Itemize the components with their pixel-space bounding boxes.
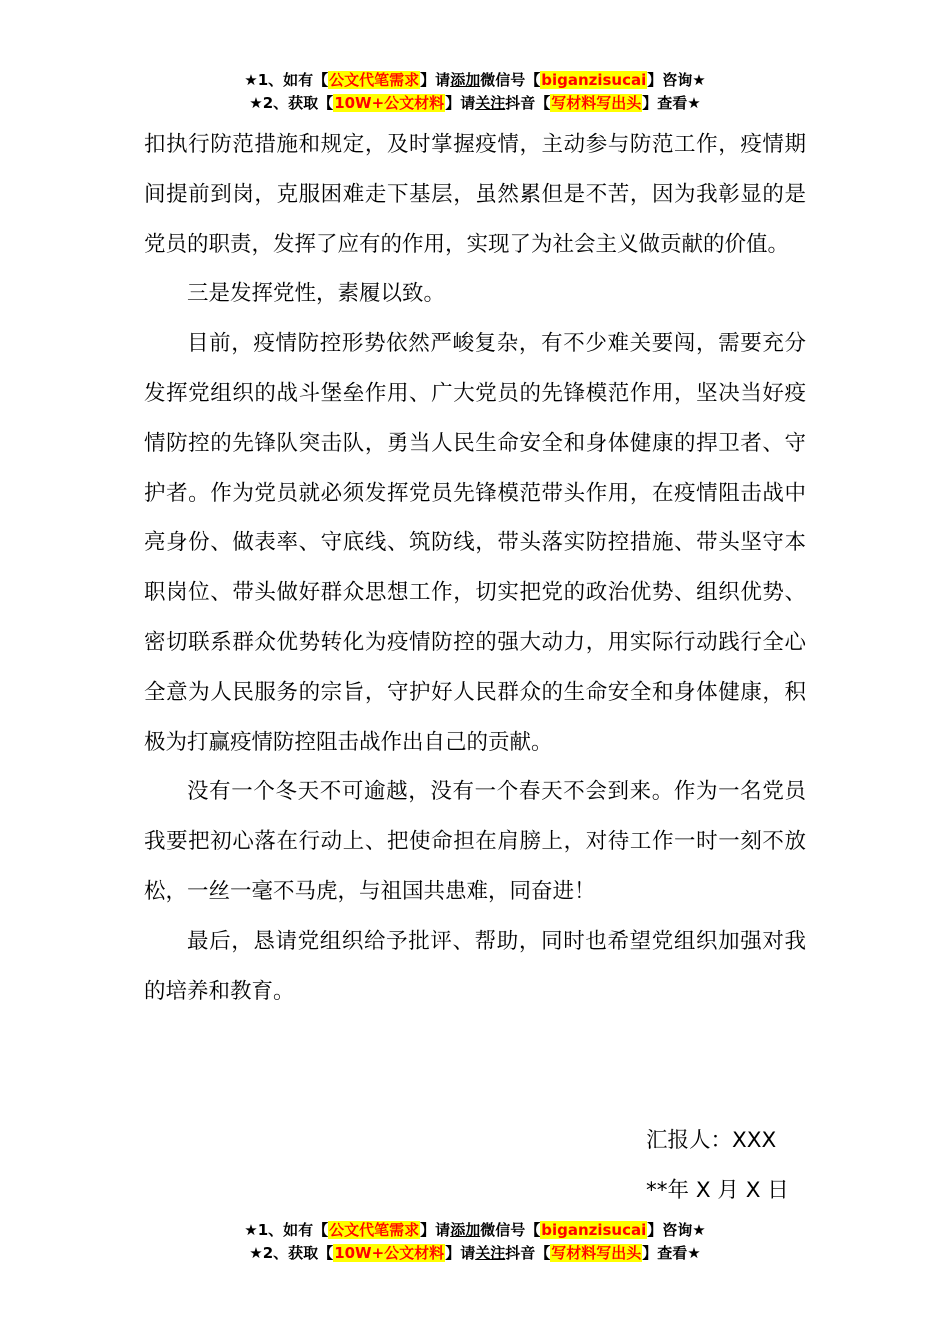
footer-line-2-underlined: 关注 bbox=[475, 1244, 506, 1262]
footer-banner-line-2 bbox=[0, 1242, 950, 1265]
banner-line-2-prefix: ★2、获取【 bbox=[249, 94, 334, 112]
banner-line-2-mid2: 抖音【 bbox=[505, 94, 551, 112]
banner-line-1-highlight-service: 公文代笔需求 bbox=[329, 71, 420, 89]
banner-line-1-mid2: 微信号【 bbox=[480, 71, 541, 89]
banner-line-1-highlight-wechat: biganzisucai bbox=[541, 71, 647, 89]
footer-line-1-highlight-wechat: biganzisucai bbox=[541, 1221, 647, 1239]
footer-line-1-mid2: 微信号【 bbox=[480, 1221, 541, 1239]
footer-line-2-highlight-materials: 10W+公文材料 bbox=[334, 1244, 445, 1262]
footer-line-1-mid: 】请 bbox=[420, 1221, 451, 1239]
footer-line-2-mid: 】请 bbox=[445, 1244, 476, 1262]
reporter-name: 汇报人：XXX bbox=[646, 1128, 777, 1153]
banner-line-2-underlined: 关注 bbox=[475, 94, 506, 112]
signature-block bbox=[646, 1116, 789, 1216]
footer-line-1-highlight-service: 公文代笔需求 bbox=[329, 1221, 420, 1239]
report-date: **年 X 月 X 日 bbox=[646, 1178, 789, 1203]
paragraph-continuation: 扣执行防范措施和规定，及时掌握疫情，主动参与防范工作，疫情期间提前到岗，克服困难走下基层，虽然累但是不苦，因为我彰显的是党员的职责，发挥了应有的作用，实现了为社会主义做贡献的价值。 bbox=[144, 132, 806, 257]
banner-line-1-underlined: 添加 bbox=[450, 71, 481, 89]
section-heading-three: 三是发挥党性，素履以致。 bbox=[187, 281, 446, 307]
banner-line-1-mid: 】请 bbox=[420, 71, 451, 89]
header-banner bbox=[0, 69, 950, 115]
paragraph-closing: 最后，恳请党组织给予批评、帮助，同时也希望党组织加强对我的培养和教育。 bbox=[144, 928, 806, 1004]
banner-line-2-mid: 】请 bbox=[445, 94, 476, 112]
footer-line-2-suffix: 】查看★ bbox=[642, 1244, 701, 1262]
banner-line-1 bbox=[0, 69, 950, 92]
footer-line-2-mid2: 抖音【 bbox=[505, 1244, 551, 1262]
banner-line-2 bbox=[0, 92, 950, 115]
banner-line-1-prefix: ★1、如有【 bbox=[244, 71, 329, 89]
paragraph-commitment: 没有一个冬天不可逾越，没有一个春天不会到来。作为一名党员我要把初心落在行动上、把使命担在肩膀上，对待工作一时一刻不放松，一丝一毫不马虎，与祖国共患难，同奋进！ bbox=[144, 779, 806, 904]
footer-banner bbox=[0, 1219, 950, 1265]
footer-line-2-prefix: ★2、获取【 bbox=[249, 1244, 334, 1262]
footer-line-1-underlined: 添加 bbox=[450, 1221, 481, 1239]
document-body bbox=[144, 120, 806, 1016]
paragraph-epidemic-control: 目前，疫情防控形势依然严峻复杂，有不少难关要闯，需要充分发挥党组织的战斗堡垒作用、广大党员的先锋模范作用，坚决当好疫情防控的先锋队突击队，勇当人民生命安全和身体健康的捍卫者、守护者。作为党员就必须发挥党员先锋模范带头作用，在疫情阻击战中亮身份、做表率、守底线、筑防线，带头落实防控措施、带头坚守本职岗位、带头做好群众思想工作，切实把党的政治优势、组织优势、密切联系群众优势转化为疫情防控的强大动力，用实际行动践行全心全意为人民服务的宗旨，守护好人民群众的生命安全和身体健康，积极为打赢疫情防控阻击战作出自己的贡献。 bbox=[144, 331, 806, 755]
footer-line-2-highlight-douyin: 写材料写出头 bbox=[551, 1244, 642, 1262]
footer-line-1-suffix: 】咨询★ bbox=[647, 1221, 706, 1239]
banner-line-2-highlight-douyin: 写材料写出头 bbox=[551, 94, 642, 112]
banner-line-2-highlight-materials: 10W+公文材料 bbox=[334, 94, 445, 112]
footer-line-1-prefix: ★1、如有【 bbox=[244, 1221, 329, 1239]
banner-line-2-suffix: 】查看★ bbox=[642, 94, 701, 112]
banner-line-1-suffix: 】咨询★ bbox=[647, 71, 706, 89]
footer-banner-line-1 bbox=[0, 1219, 950, 1242]
